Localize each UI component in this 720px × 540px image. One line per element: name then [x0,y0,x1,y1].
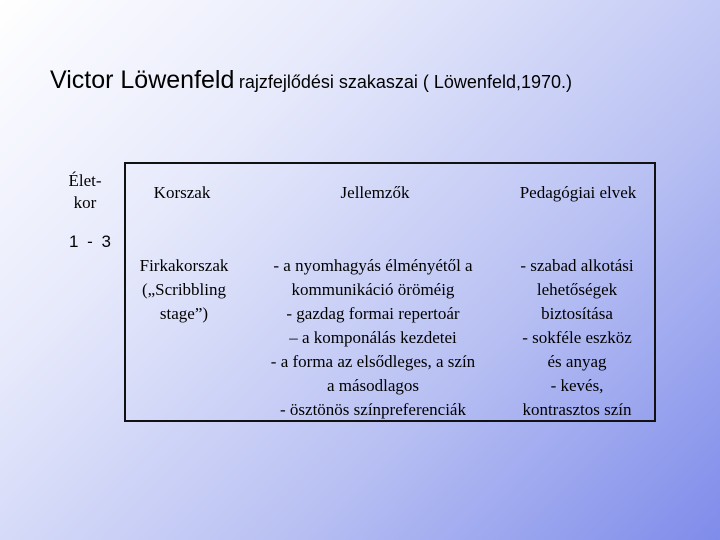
principle-line: - kevés, [550,376,604,395]
row-principles [500,254,654,422]
principle-line: kontrasztos szín [522,400,632,419]
period-line: Firkakorszak [139,256,229,275]
title-main: Victor Löwenfeld [50,66,235,94]
slide-title [50,66,710,95]
trait-line: a másodlagos [326,376,420,395]
header-age-line1: Élet- [68,171,102,190]
row-traits [242,254,504,422]
stages-table [50,162,656,422]
principle-line: - szabad alkotási [520,256,634,275]
principle-line: és anyag [547,352,607,371]
principle-line: biztosítása [541,304,613,323]
trait-line: kommunikáció öröméig [291,280,455,299]
row-period [126,254,242,326]
period-line: („Scribbling [141,280,227,299]
trait-line: - a nyomhagyás élményétől a [273,256,473,275]
period-line: stage”) [159,304,209,323]
header-age-line2: kor [73,193,97,212]
title-subtitle: rajzfejlődési szakaszai ( Löwenfeld,1970.) [238,72,573,92]
header-traits: Jellemzők [340,183,410,202]
principle-line: lehetőségek [536,280,618,299]
trait-line: - ösztönös színpreferenciák [280,400,466,419]
header-age [50,170,120,214]
header-principles: Pedagógiai elvek [519,183,637,202]
trait-line: - a forma az elsődleges, a szín [270,352,476,371]
row-age: 1 - 3 [69,232,114,251]
trait-line: - gazdag formai repertoár [286,304,460,323]
trait-line: – a komponálás kezdetei [289,328,457,347]
principle-line: - sokféle eszköz [522,328,632,347]
header-period: Korszak [153,183,211,202]
table-top-border [124,162,656,164]
